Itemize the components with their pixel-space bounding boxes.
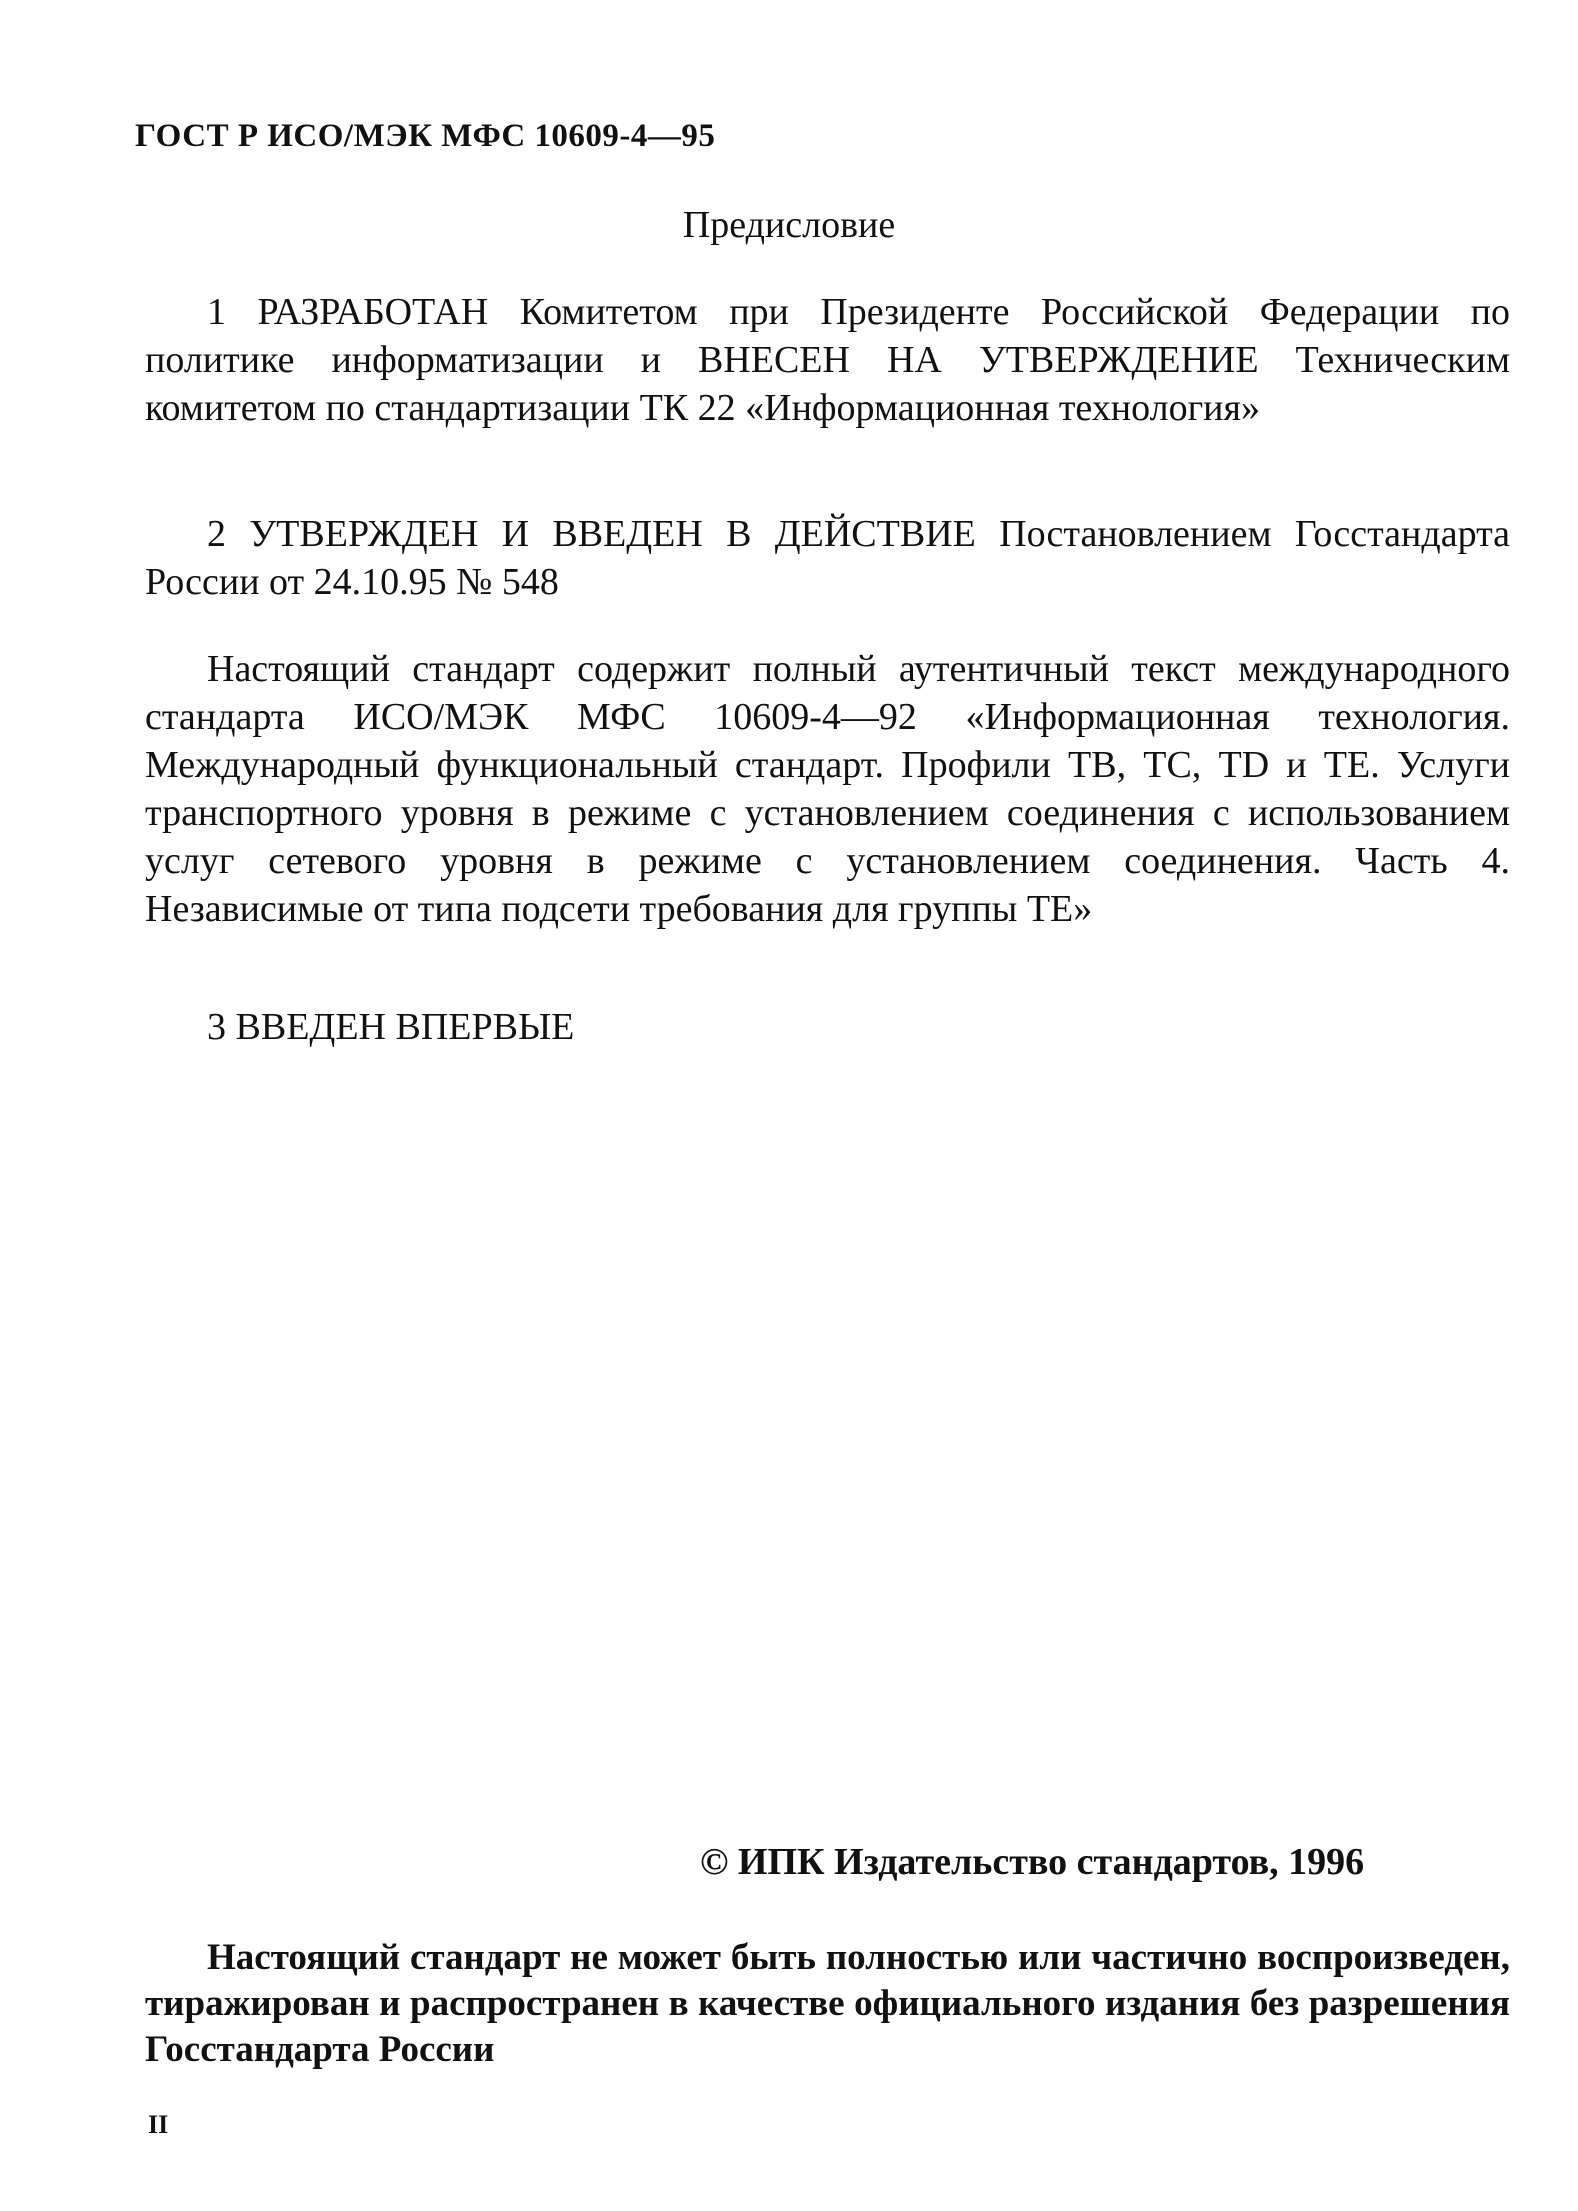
page-number: II bbox=[148, 2110, 169, 2139]
reproduction-notice: Настоящий стандарт не может быть полностью или частично воспроизведен, тиражирован и распространен в качестве официального издания без разрешения Госстандарта России bbox=[145, 1937, 1510, 2070]
page-title: Предисловие bbox=[682, 204, 896, 246]
standard-code-header: ГОСТ Р ИСО/МЭК МФС 10609-4—95 bbox=[135, 118, 716, 154]
copyright-notice: © ИПК Издательство стандартов, 1996 bbox=[700, 1841, 1365, 1883]
paragraph-authentic-text: Настоящий стандарт содержит полный аутентичный текст международного стандарта ИСО/МЭК МФС 10609-4—92 «Информационная технология. Международный функциональный стандарт. Профили ТВ, ТС, TD и ТЕ. Услуги транспортного уровня в режиме с установлением соединения с использованием услуг сетевого уровня в режиме с установлением соединения. Часть 4. Независимые от типа подсети требования для группы ТЕ» bbox=[145, 648, 1510, 930]
paragraph-approved: 2 УТВЕРЖДЕН И ВВЕДЕН В ДЕЙСТВИЕ Постановлением Госстандарта России от 24.10.95 № 548 bbox=[145, 513, 1510, 603]
paragraph-developed-by: 1 РАЗРАБОТАН Комитетом при Президенте Российской Федерации по политике информатизации и ВНЕСЕН НА УТВЕРЖДЕНИЕ Техническим комитетом по стандартизации ТК 22 «Информационная технология» bbox=[145, 291, 1510, 429]
paragraph-first-introduced: 3 ВВЕДЕН ВПЕРВЫЕ bbox=[207, 1006, 575, 1048]
